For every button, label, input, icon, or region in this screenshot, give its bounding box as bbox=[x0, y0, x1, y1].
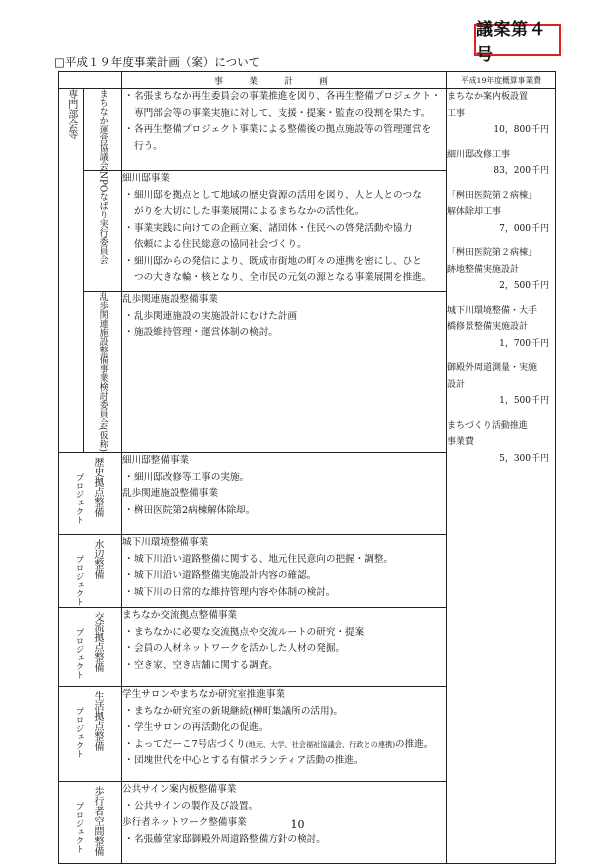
committee-name-cell bbox=[84, 89, 122, 171]
project-tag: プロジェクト bbox=[74, 555, 84, 607]
project-label-cell bbox=[59, 687, 122, 782]
content-heading: 学生サロンやまちなか研究室推進事業 bbox=[122, 689, 286, 701]
content-heading: 城下川環境整備事業 bbox=[122, 537, 209, 549]
content-line: 行う。 bbox=[134, 140, 163, 152]
budget-amount: 1，700千円 bbox=[499, 338, 549, 349]
content-line: ・ 細川邸を拠点として地域の歴史資源の活用を図り、人と人とのつな bbox=[122, 188, 446, 205]
content-line: ・ 事業実践に向けての企画立案、諸団体・住民への啓発活動や協力 bbox=[122, 221, 446, 238]
content-line: 専門部会等の事業実施に対して、支援・提案・監査の役割を果たす。 bbox=[134, 107, 431, 119]
budget-entry bbox=[447, 188, 555, 238]
budget-entry bbox=[447, 147, 555, 180]
budget-label: まちなか案内板設置 bbox=[447, 92, 529, 102]
budget-entry bbox=[447, 303, 555, 353]
content-line: ・ 乱歩関連施設の実施設計にむけた計画 bbox=[122, 309, 446, 326]
project-content bbox=[122, 687, 447, 782]
budget-label: 御殿外周道測量・実施 bbox=[447, 363, 538, 373]
project-label-cell bbox=[59, 535, 122, 608]
budget-label: 事業費 bbox=[447, 437, 475, 447]
committee-name: NPOなばり実行委員会 bbox=[97, 171, 108, 265]
budget-column bbox=[447, 89, 556, 864]
budget-entry bbox=[447, 360, 555, 410]
budget-label: 跡地整備実施設計 bbox=[447, 264, 520, 275]
group-label-cell bbox=[59, 89, 84, 453]
project-tag: プロジェクト bbox=[74, 628, 84, 680]
committee-name-cell bbox=[84, 171, 122, 292]
budget-label: 解体除却工事 bbox=[447, 207, 502, 217]
header-row bbox=[59, 72, 556, 89]
content-note: (地元、大学、社会福祉協議会、行政との連携) bbox=[245, 739, 396, 749]
content-line: つの大きな輪・核となり、全市民の元気の源となる事業展開を推進。 bbox=[134, 272, 432, 283]
budget-label: 「桝田医院第２病棟」 bbox=[447, 190, 538, 201]
budget-entry bbox=[447, 245, 555, 295]
project-name: 水辺整備 bbox=[92, 539, 103, 580]
budget-label: 工事 bbox=[447, 108, 466, 119]
project-label-cell bbox=[59, 453, 122, 535]
content-heading: 乱歩関連施設整備事業 bbox=[122, 488, 218, 500]
budget-amount: 1，500千円 bbox=[499, 396, 549, 406]
content-line: ・ まちなか研究室の新規継続(榊町集議所の活用)。 bbox=[122, 704, 446, 721]
budget-entry bbox=[447, 89, 555, 139]
budget-label: 設計 bbox=[447, 379, 466, 390]
content-line: ・ 名張まちなか再生委員会の事業推進を図り、各再生整備プロジェクト・ bbox=[122, 89, 446, 106]
content-heading: 細川邸整備事業 bbox=[122, 455, 190, 467]
content-heading: 乱歩関連施設整備事業 bbox=[122, 294, 218, 305]
project-name: 歩行者空間整備 bbox=[92, 786, 103, 857]
content-line: がりを大切にした事業展開によるまちなかの活性化。 bbox=[134, 206, 365, 217]
budget-amount: 5，300千円 bbox=[499, 453, 549, 464]
header-blank bbox=[59, 72, 122, 89]
project-label-cell bbox=[59, 608, 122, 687]
budget-label: 「桝田医院第２病棟」 bbox=[447, 248, 538, 258]
content-heading: 公共サイン案内板整備事業 bbox=[122, 784, 237, 796]
committee-content bbox=[122, 89, 447, 171]
budget-amount: 7，000千円 bbox=[499, 223, 549, 234]
project-tag: プロジェクト bbox=[74, 473, 84, 525]
group-label: 専門部会等 bbox=[65, 89, 77, 139]
content-line: ・ まちなかに必要な交流拠点や交流ルートの研究・提案 bbox=[122, 625, 446, 642]
content-line: ・ 城下川の日常的な維持管理内容や体制の検討。 bbox=[122, 585, 446, 602]
content-heading: 細川邸事業 bbox=[122, 173, 170, 184]
project-name: 歴史拠点整備 bbox=[92, 457, 103, 518]
content-line: ・ 団塊世代を中心とする有償ボランティア活動の推進。 bbox=[122, 753, 446, 770]
content-line: ・ 桝田医院第2病棟解体除却。 bbox=[122, 503, 446, 520]
content-text: よってだーこ7号店づくり bbox=[134, 738, 246, 750]
content-line: ・ 名張藤堂家邸御殿外周道路整備方針の検討。 bbox=[122, 832, 446, 849]
committee-name: 乱歩関連施設整備事業検討委員会(仮称) bbox=[97, 292, 108, 453]
business-plan-table bbox=[58, 71, 556, 864]
content-line bbox=[122, 737, 446, 754]
project-name: 生活拠点整備 bbox=[92, 691, 103, 752]
content-line: ・ 施設維持管理・運営体制の検討。 bbox=[122, 325, 446, 342]
project-content bbox=[122, 608, 447, 687]
project-tag: プロジェクト bbox=[74, 707, 84, 759]
content-text: の推進。 bbox=[395, 738, 434, 750]
budget-amount: 83，200千円 bbox=[493, 166, 549, 176]
budget-amount: 10，800千円 bbox=[493, 125, 549, 135]
budget-label: まちづくり活動推進 bbox=[447, 420, 528, 431]
document-title: □平成１９年度事業計画（案）について bbox=[54, 55, 261, 69]
content-line: ・ 細川邸改修等工事の実施。 bbox=[122, 470, 446, 487]
budget-entry bbox=[447, 418, 555, 468]
content-line: ・ 各再生整備プロジェクト事業による整備後の拠点施設等の管理運営を bbox=[122, 122, 446, 139]
content-heading: まちなか交流拠点整備事業 bbox=[122, 610, 238, 622]
column-header-plan: 事業計画 bbox=[122, 72, 447, 89]
content-line: ・ 学生サロンの再活動化の促進。 bbox=[122, 720, 446, 737]
committee-name: まちなか運営協議会 bbox=[97, 89, 108, 170]
budget-label: 橋修景整備実施設計 bbox=[447, 322, 529, 332]
page-number: 10 bbox=[290, 818, 305, 831]
column-header-budget: 平成19年度概算事業費 bbox=[447, 72, 556, 89]
content-line: ・ 公共サインの製作及び設置。 bbox=[122, 799, 446, 816]
committee-content bbox=[122, 292, 447, 453]
committee-row bbox=[59, 89, 556, 171]
committee-content bbox=[122, 171, 447, 292]
project-name: 交流拠点整備 bbox=[92, 612, 103, 673]
agenda-number-badge: 議案第４号 bbox=[474, 24, 561, 56]
project-tag: プロジェクト bbox=[74, 802, 84, 854]
budget-amount: 2，500千円 bbox=[499, 281, 549, 291]
content-heading: 歩行者ネットワーク整備事業 bbox=[122, 817, 247, 829]
content-line: ・ 空き家、空き店舗に関する調査。 bbox=[122, 658, 446, 675]
content-line: 依頼による住民総意の協同社会づくり。 bbox=[134, 239, 307, 250]
committee-name-cell bbox=[84, 292, 122, 453]
content-line: ・ 城下川沿い道路整備に関する、地元住民意向の把握・調整。 bbox=[122, 552, 446, 569]
content-line: ・ 城下川沿い道路整備実施設計内容の確認。 bbox=[122, 568, 446, 585]
content-line: ・ 細川邸からの発信により、既成市街地の町々の連携を密にし、ひと bbox=[122, 254, 446, 271]
budget-label: 城下川環境整備・大手 bbox=[447, 305, 538, 316]
budget-label: 細川邸改修工事 bbox=[447, 149, 511, 160]
project-content bbox=[122, 453, 447, 535]
project-content bbox=[122, 535, 447, 608]
content-line: ・ 会員の人材ネットワークを活かした人材の発掘。 bbox=[122, 641, 446, 658]
